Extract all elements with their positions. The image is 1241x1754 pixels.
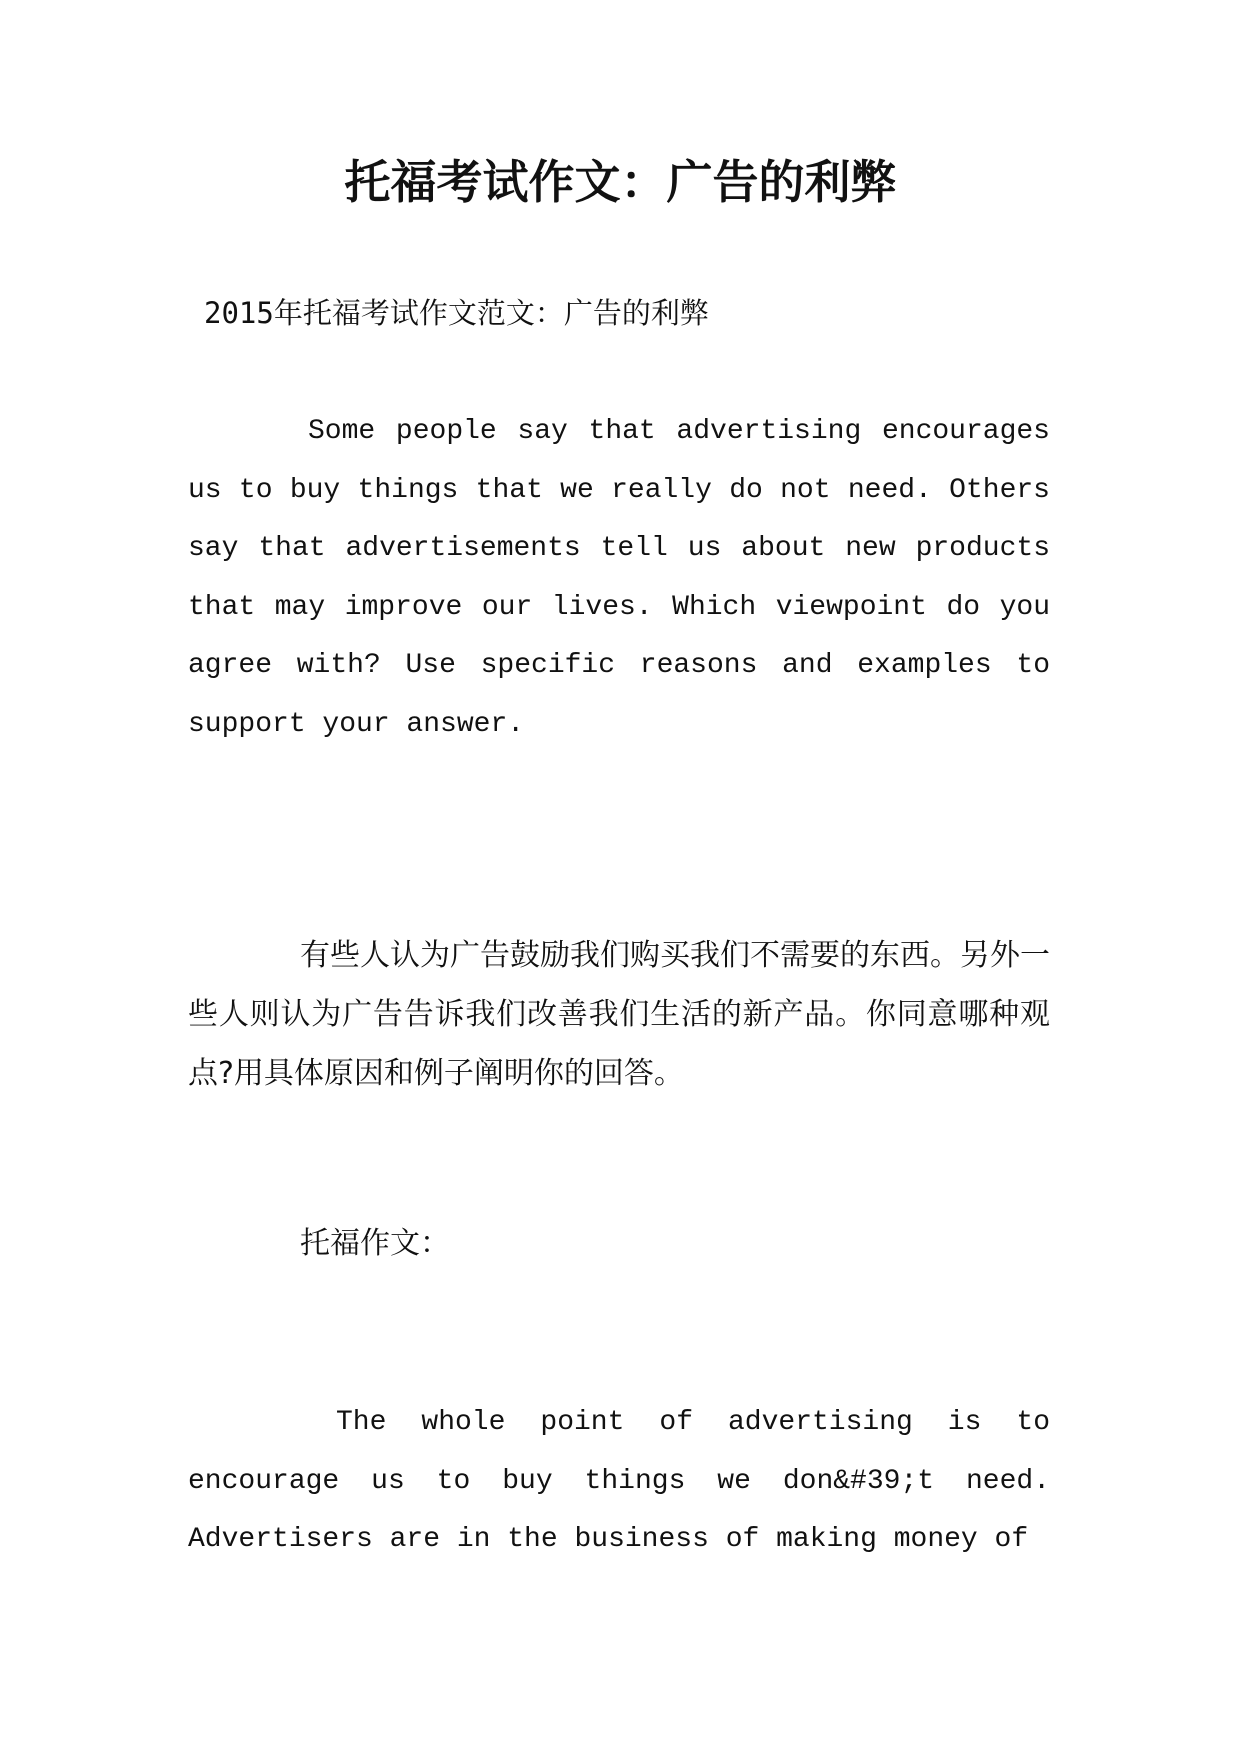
essay-label: 托福作文： — [300, 1226, 450, 1261]
question-chinese-paragraph: 有些人认为广告鼓励我们购买我们不需要的东西。另外一些人则认为广告告诉我们改善我们生活的新产品。你同意哪种观点?用具体原因和例子阐明你的回答。 — [188, 938, 1050, 1091]
question-english-paragraph: Some people say that advertising encourages us to buy things that we really do not need. Others say that advertisements tell us about new products that may improve our lives. Which viewpoint do you agree with? Use specific reasons and examples to support your answer. — [188, 416, 1050, 740]
document-subtitle: 2015年托福考试作文范文：广告的利弊 — [204, 296, 709, 330]
document-title: 托福考试作文：广告的利弊 — [344, 155, 897, 209]
essay-english-paragraph: The whole point of advertising is to encourage us to buy things we don&#39;t need. Advertisers are in the business of making money of — [188, 1407, 1050, 1555]
